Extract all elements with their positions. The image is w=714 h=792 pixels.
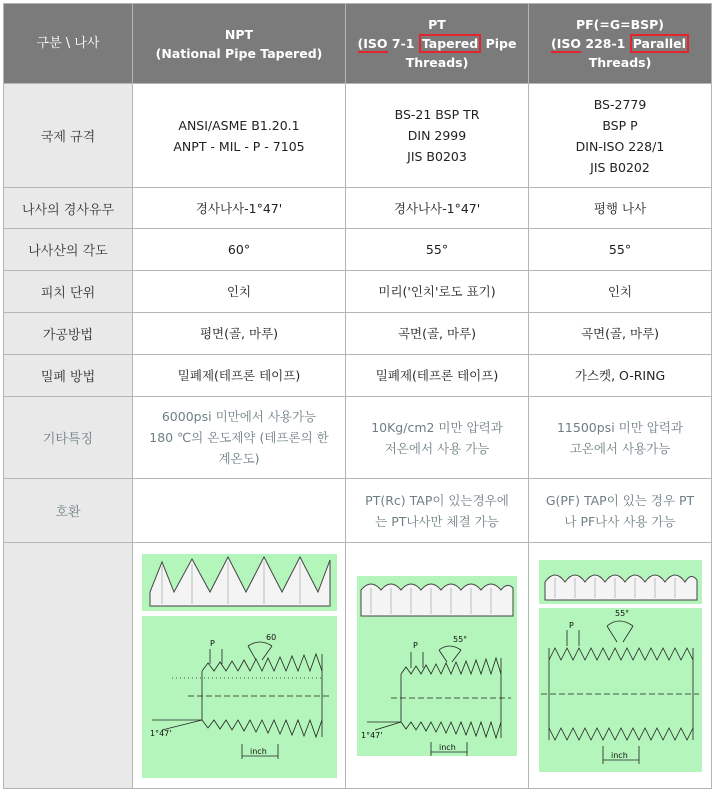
figure-label-cell (4, 543, 133, 789)
npt-value-cell (133, 271, 346, 313)
pf-value-line: 곡면(골, 마루) (580, 326, 660, 341)
npt-value-line: 평면(골, 마루) (199, 326, 279, 341)
pf-iso-underline: (ISO (551, 36, 582, 51)
pt-angle-label: 55° (453, 634, 468, 644)
pt-header-tail: Pipe (481, 36, 517, 51)
pf-value-line: DIN-ISO 228/1 (575, 138, 665, 154)
pt-value-cell (346, 271, 529, 313)
table-row (4, 84, 712, 188)
pf-value-cell (529, 397, 712, 479)
pf-value-line: 나 PF나사 사용 가능 (564, 513, 676, 529)
pf-inch-label: inch (610, 750, 628, 760)
npt-value-line: 인치 (226, 284, 252, 299)
pt-header-title: PT (428, 17, 446, 32)
pt-value-line: JIS B0203 (407, 149, 467, 164)
npt-value-line: 60° (227, 242, 251, 257)
pt-value-line: DIN 2999 (407, 128, 467, 143)
figure-row (4, 543, 712, 789)
pf-value-cell (529, 84, 712, 188)
npt-header-title: NPT (224, 26, 254, 42)
pt-value-line: 미리('인치'로도 표기) (378, 284, 496, 299)
npt-angle-label: 60 (265, 632, 276, 642)
npt-header (133, 4, 346, 84)
npt-value-line: 6000psi 미만에서 사용가능 (161, 409, 317, 424)
pf-value-line: BSP P (602, 117, 638, 133)
pf-value-cell (529, 271, 712, 313)
pt-pitch-label: P (413, 640, 418, 650)
pt-figure-cell (346, 543, 529, 789)
pt-value-line: 10Kg/cm2 미만 압력과 (371, 419, 503, 435)
pf-value-line: 55° (608, 242, 632, 257)
pt-value-line: 저온에서 사용 가능 (384, 440, 490, 456)
row-label: 나사산의 각도 (4, 229, 133, 271)
pt-value-line: BS-21 BSP TR (394, 107, 480, 122)
row-label: 밀폐 방법 (4, 355, 133, 397)
pf-figure-cell (529, 543, 712, 789)
npt-value-cell (133, 313, 346, 355)
pf-value-line: BS-2779 (593, 96, 647, 112)
npt-value-line: 계온도) (218, 451, 260, 466)
npt-value-cell (133, 479, 346, 543)
table-row (4, 397, 712, 479)
pt-value-cell (346, 479, 529, 543)
npt-value-line: ANSI/ASME B1.20.1 (178, 117, 300, 133)
pf-value-line: 인치 (607, 284, 633, 299)
row-label: 나사의 경사유무 (4, 188, 133, 229)
table-row (4, 313, 712, 355)
row-label: 기타특징 (4, 397, 133, 479)
table-body (4, 84, 712, 543)
pf-value-cell (529, 355, 712, 397)
pt-value-cell (346, 188, 529, 229)
pt-value-line: PT(Rc) TAP이 있는경우에 (365, 492, 509, 508)
corner-header: 구분 \ 나사 (4, 4, 133, 84)
pt-value-line: 는 PT나사만 체결 가능 (375, 513, 499, 529)
table-row (4, 479, 712, 543)
pf-value-cell (529, 479, 712, 543)
npt-value-cell (133, 188, 346, 229)
pf-header (529, 4, 712, 84)
pf-thread-diagram (539, 560, 702, 772)
pt-taper-label: 1°47' (361, 730, 383, 740)
npt-thread-diagram (142, 554, 337, 778)
pt-iso-underline: (ISO (357, 36, 388, 51)
pt-value-cell (346, 355, 529, 397)
table-row (4, 188, 712, 229)
row-label: 호환 (4, 479, 133, 543)
pf-value-line: 평행 나사 (593, 200, 647, 216)
table-row (4, 355, 712, 397)
pf-value-line: G(PF) TAP이 있는 경우 PT (545, 492, 695, 508)
pt-value-line: 밀폐제(테프론 테이프) (375, 368, 499, 383)
thread-comparison-table-wrapper (3, 3, 711, 789)
npt-figure-cell (133, 543, 346, 789)
header-row (4, 4, 712, 84)
pt-value-line: 경사나사-1°47' (393, 200, 481, 216)
pf-value-line: 11500psi 미만 압력과 (556, 419, 683, 435)
npt-value-line: 밀폐제(테프론 테이프) (177, 368, 301, 383)
pt-thread-diagram (357, 576, 517, 756)
pf-value-cell (529, 229, 712, 271)
npt-value-line: 180 ℃의 온도제약 (테프론의 한 (149, 430, 329, 445)
npt-taper-label: 1°47' (149, 728, 171, 738)
pt-value-cell (346, 313, 529, 355)
pt-value-cell (346, 84, 529, 188)
pf-iso-number: 228-1 (581, 36, 630, 51)
pt-value-cell (346, 229, 529, 271)
row-label: 피치 단위 (4, 271, 133, 313)
pt-value-line: 55° (425, 242, 449, 257)
pf-value-cell (529, 313, 712, 355)
pf-value-line: 가스켓, O-RING (574, 368, 666, 383)
pf-header-title: PF(=G=BSP) (575, 17, 665, 32)
row-label: 국제 규격 (4, 84, 133, 188)
npt-value-cell (133, 229, 346, 271)
thread-comparison-table (3, 3, 712, 789)
npt-value-line: ANPT - MIL - P - 7105 (173, 138, 305, 154)
pf-parallel-highlight: Parallel (630, 34, 689, 53)
pt-value-cell (346, 397, 529, 479)
table-row (4, 271, 712, 313)
pt-iso-number: 7-1 (387, 36, 419, 51)
pf-angle-label: 55° (614, 608, 629, 618)
pt-tapered-highlight: Tapered (419, 34, 481, 53)
npt-pitch-label: P (209, 638, 215, 648)
pt-value-line: 곡면(골, 마루) (397, 326, 477, 341)
pt-header-threads: Threads) (405, 55, 469, 70)
npt-inch-label: inch (249, 746, 267, 756)
pt-header (346, 4, 529, 84)
npt-value-cell (133, 355, 346, 397)
pf-value-line: JIS B0202 (590, 159, 650, 175)
pf-value-line: 고온에서 사용가능 (569, 440, 671, 456)
table-row (4, 229, 712, 271)
npt-value-line: 경사나사-1°47' (195, 200, 283, 216)
pt-header-subtitle (352, 34, 522, 53)
npt-header-subtitle: (National Pipe Tapered) (155, 45, 323, 61)
pf-pitch-label: P (568, 620, 574, 630)
npt-value-cell (133, 397, 346, 479)
pf-value-cell (529, 188, 712, 229)
npt-value-cell (133, 84, 346, 188)
pf-header-threads: Threads) (588, 55, 652, 70)
pt-inch-label: inch (439, 742, 456, 752)
pf-header-subtitle (535, 34, 705, 53)
row-label: 가공방법 (4, 313, 133, 355)
